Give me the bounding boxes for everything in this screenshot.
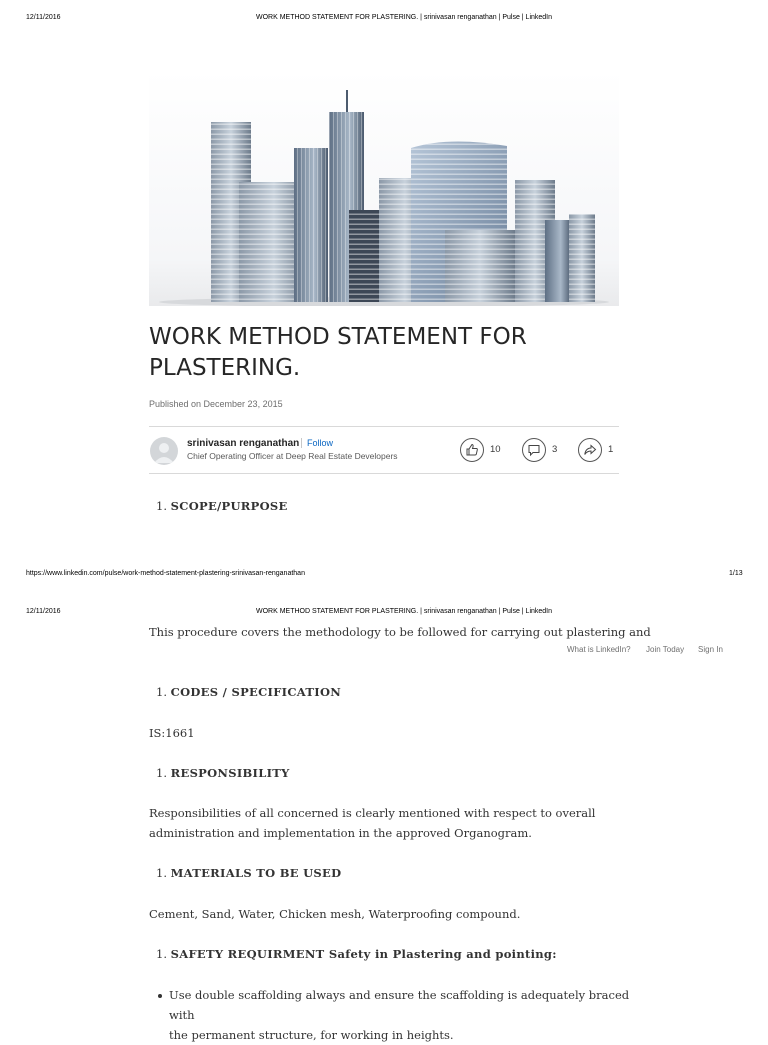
like-button[interactable] bbox=[460, 438, 484, 462]
print-footer-url: https://www.linkedin.com/pulse/work-method-statement-plastering-srinivasan-renganathan bbox=[26, 570, 305, 577]
like-icon bbox=[465, 443, 479, 457]
section-heading-text: RESPONSIBILITY bbox=[170, 766, 290, 780]
section-number: 1. bbox=[156, 947, 167, 961]
intro-paragraph: This procedure covers the methodology to be followed for carrying out plastering and bbox=[149, 625, 651, 639]
comment-count: 3 bbox=[552, 444, 558, 455]
bullet-marker bbox=[158, 994, 162, 998]
section-heading-responsibility bbox=[156, 766, 290, 780]
responsibility-line-2: administration and implementation in the approved Organogram. bbox=[149, 826, 532, 840]
section-number: 1. bbox=[156, 499, 167, 513]
author-divider-top bbox=[149, 426, 619, 427]
author-name[interactable]: srinivasan renganathan bbox=[187, 438, 300, 449]
print-header-date: 12/11/2016 bbox=[26, 14, 61, 21]
section-heading bbox=[156, 499, 288, 513]
print-header-date-page2: 12/11/2016 bbox=[26, 608, 61, 615]
section-heading-materials bbox=[156, 866, 341, 880]
section-heading-text: CODES / SPECIFICATION bbox=[170, 685, 342, 699]
section-heading-text: SAFETY REQUIRMENT Safety in Plastering and pointing: bbox=[170, 947, 557, 961]
skyline-illustration bbox=[149, 70, 619, 306]
like-count: 10 bbox=[490, 444, 501, 455]
print-footer-page-number: 1/13 bbox=[729, 570, 743, 577]
codes-text: IS:1661 bbox=[149, 726, 195, 740]
materials-text: Cement, Sand, Water, Chicken mesh, Waterproofing compound. bbox=[149, 907, 521, 921]
section-number: 1. bbox=[156, 766, 167, 780]
bullet-line-1: Use double scaffolding always and ensure the scaffolding is adequately braced with bbox=[169, 988, 630, 1022]
section-heading-text: SCOPE/PURPOSE bbox=[170, 499, 288, 513]
bullet-item bbox=[169, 985, 639, 1045]
nav-sign-in[interactable]: Sign In bbox=[698, 645, 723, 654]
section-heading-safety bbox=[156, 947, 557, 961]
comment-icon bbox=[527, 443, 541, 457]
print-header-title-page2: WORK METHOD STATEMENT FOR PLASTERING. | srinivasan renganathan | Pulse | LinkedIn bbox=[255, 608, 553, 615]
section-heading-text: MATERIALS TO BE USED bbox=[170, 866, 342, 880]
section-number: 1. bbox=[156, 866, 167, 880]
article-title: WORK METHOD STATEMENT FOR PLASTERING. bbox=[149, 324, 527, 381]
avatar-placeholder-icon bbox=[150, 437, 178, 465]
nav-what-is-linkedin[interactable]: What is LinkedIn? bbox=[567, 645, 631, 654]
section-heading-codes bbox=[156, 685, 341, 699]
author-avatar[interactable] bbox=[150, 437, 178, 465]
author-divider-bottom bbox=[149, 473, 619, 474]
bullet-line-2: the permanent structure, for working in heights. bbox=[169, 1028, 454, 1042]
follow-button[interactable]: Follow bbox=[301, 438, 333, 448]
author-headline: Chief Operating Officer at Deep Real Estate Developers bbox=[187, 451, 398, 461]
comment-button[interactable] bbox=[522, 438, 546, 462]
nav-join-today[interactable]: Join Today bbox=[646, 645, 685, 654]
share-icon bbox=[583, 443, 597, 457]
print-header-title: WORK METHOD STATEMENT FOR PLASTERING. | srinivasan renganathan | Pulse | LinkedIn bbox=[255, 14, 553, 21]
share-count: 1 bbox=[608, 444, 614, 455]
section-number: 1. bbox=[156, 685, 167, 699]
responsibility-text bbox=[149, 803, 629, 843]
share-button[interactable] bbox=[578, 438, 602, 462]
article-cover-image bbox=[149, 70, 619, 306]
published-date: Published on December 23, 2015 bbox=[149, 399, 283, 409]
responsibility-line-1: Responsibilities of all concerned is clearly mentioned with respect to overall bbox=[149, 806, 596, 820]
